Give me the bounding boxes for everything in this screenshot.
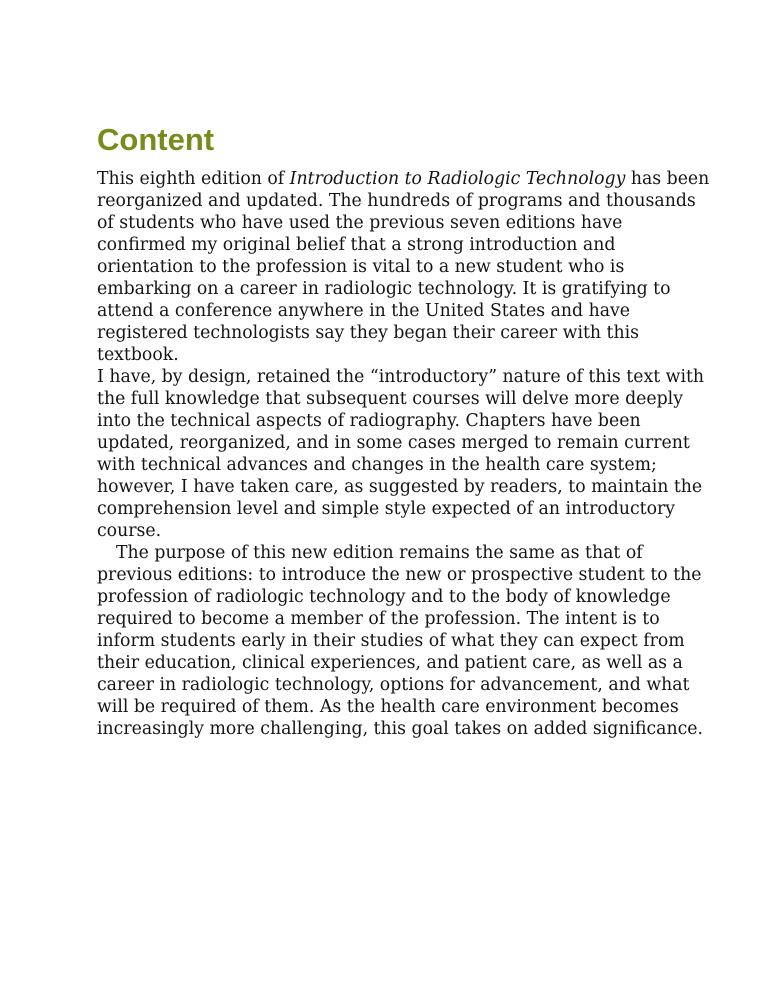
text-line: inform students early in their studies of what they can expect from: [97, 631, 685, 651]
text-line: I have, by design, retained the “introductory” nature of this text with: [97, 367, 705, 387]
text-segment: This eighth edition of: [97, 169, 290, 189]
text-line: required to become a member of the profession. The intent is to: [97, 609, 660, 629]
text-line: updated, reorganized, and in some cases merged to remain current: [97, 433, 690, 453]
paragraph-2: [97, 366, 705, 542]
paragraph-1: [97, 168, 710, 366]
text-line: embarking on a career in radiologic technology. It is gratifying to: [97, 279, 671, 299]
text-line: [97, 542, 683, 564]
text-line: comprehension level and simple style expected of an introductory: [97, 499, 675, 519]
paragraph-3: [97, 542, 704, 740]
text-line: reorganized and updated. The hundreds of programs and thousands: [97, 191, 696, 211]
text-line: previous editions: to introduce the new or prospective student to the: [97, 565, 702, 585]
text-line: profession of radiologic technology and to the body of knowledge: [97, 587, 671, 607]
text-line: career in radiologic technology, options for advancement, and what: [97, 675, 690, 695]
text-line: textbook.: [97, 345, 179, 365]
text-line: will be required of them. As the health care environment becomes: [97, 697, 679, 717]
text-segment: The purpose of this new edition remains the same as that of: [116, 543, 643, 563]
text-line: [97, 168, 710, 190]
text-segment: has been: [625, 169, 710, 189]
text-line: increasingly more challenging, this goal takes on added significance.: [97, 719, 704, 739]
text-line: confirmed my original belief that a strong introduction and: [97, 235, 616, 255]
text-line: their education, clinical experiences, and patient care, as well as a: [97, 653, 683, 673]
text-line: course.: [97, 521, 162, 541]
text-line: registered technologists say they began their career with this: [97, 323, 640, 343]
text-line: with technical advances and changes in the health care system;: [97, 455, 657, 475]
text-line: the full knowledge that subsequent courses will delve more deeply: [97, 389, 683, 409]
book-title: Introduction to Radiologic Technology: [289, 169, 626, 189]
text-line: of students who have used the previous seven editions have: [97, 213, 623, 233]
text-line: however, I have taken care, as suggested by readers, to maintain the: [97, 477, 703, 497]
section-heading: Content: [97, 122, 215, 157]
text-line: orientation to the profession is vital to a new student who is: [97, 257, 625, 277]
body-text: [97, 168, 710, 740]
text-line: attend a conference anywhere in the United States and have: [97, 301, 631, 321]
text-line: into the technical aspects of radiography. Chapters have been: [97, 411, 641, 431]
